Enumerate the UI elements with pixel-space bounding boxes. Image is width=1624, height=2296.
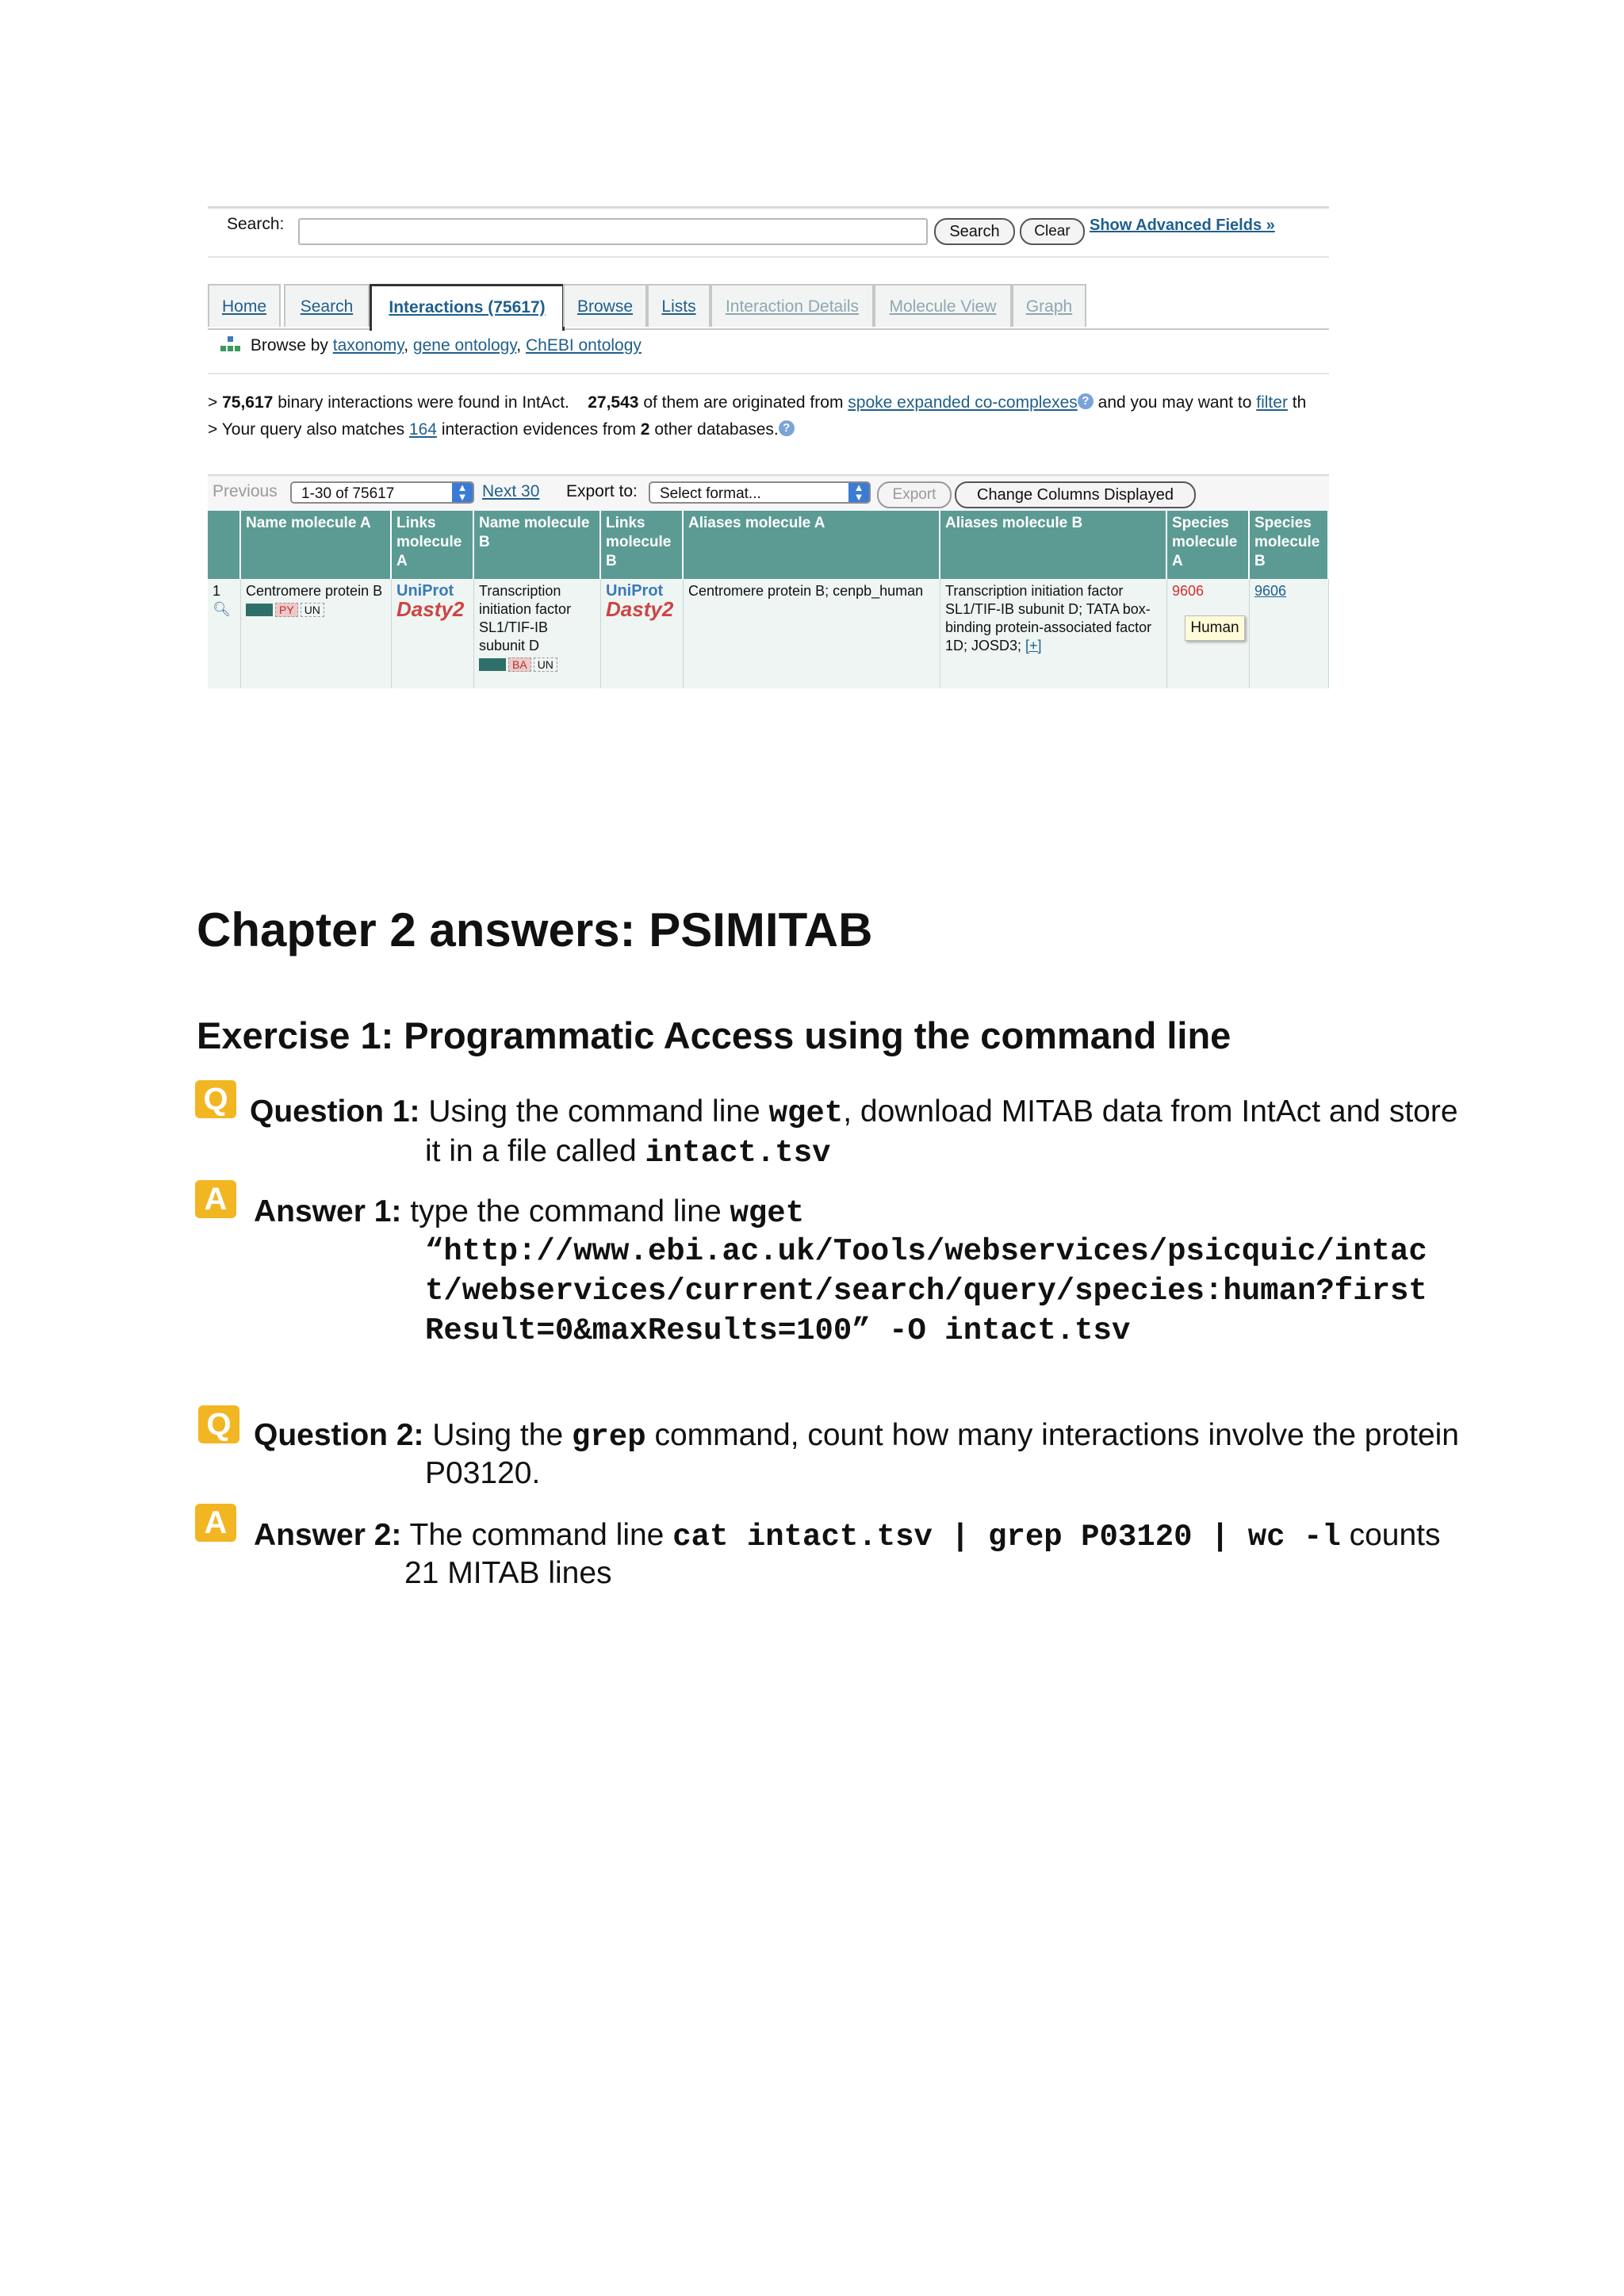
summary-text: binary interactions were found in IntAct. xyxy=(278,393,569,412)
aliases-b: Transcription initiation factor SL1/TIF-IB subunit D; TATA box-binding protein-associated factor 1D; JOSD3; xyxy=(945,583,1152,654)
species-tooltip: Human xyxy=(1185,615,1245,641)
answer-2 xyxy=(254,1516,1441,1556)
result-summary-line-1: > 75,617 binary interactions were found in IntAct. 27,543 of them are originated from spoke expanded co-complexes ? and you may want to filter th xyxy=(208,393,1307,412)
table-header-index xyxy=(208,511,241,579)
question-1-text: it in a file called xyxy=(425,1134,637,1168)
search-input[interactable] xyxy=(298,218,928,245)
links-a-cell xyxy=(392,579,474,688)
chapter-title: Chapter 2 answers: PSIMITAB xyxy=(197,903,873,956)
clear-button[interactable]: Clear xyxy=(1020,218,1085,245)
chip-label: BA xyxy=(508,657,531,672)
table-header[interactable]: Species molecule A xyxy=(1167,511,1250,579)
question-2 xyxy=(254,1416,1459,1456)
next-30-link[interactable]: Next 30 xyxy=(482,482,540,500)
summary-text: interaction evidences from xyxy=(441,420,636,439)
tab-lists[interactable]: Lists xyxy=(647,284,710,327)
aliases-a: Centromere protein B; cenpb_human xyxy=(688,583,924,599)
help-icon[interactable]: ? xyxy=(1078,393,1094,409)
select-arrows-icon: ▲ ▼ xyxy=(452,483,473,502)
aliases-b-cell xyxy=(940,579,1167,688)
answer-2-text: counts xyxy=(1349,1518,1441,1552)
results-table xyxy=(208,511,1329,688)
question-1-text: Using the command line xyxy=(428,1094,760,1129)
question-2-text: Using the xyxy=(432,1418,564,1452)
export-to-label: Export to: xyxy=(566,482,638,500)
search-label: Search: xyxy=(227,215,285,233)
code-wget: wget xyxy=(730,1196,805,1231)
summary-text: Your query also matches xyxy=(221,420,405,439)
table-header[interactable]: Species molecule B xyxy=(1250,511,1329,579)
more-aliases-link[interactable]: [+] xyxy=(1025,638,1042,654)
question-badge-icon: Q xyxy=(195,1080,236,1118)
pager-bar xyxy=(208,474,1329,512)
answer-2-line-2: 21 MITAB lines xyxy=(404,1556,612,1590)
tab-home[interactable]: Home xyxy=(208,284,281,327)
tab-interaction-details[interactable]: Interaction Details xyxy=(710,284,874,327)
show-advanced-fields-link[interactable]: Show Advanced Fields » xyxy=(1090,217,1275,234)
name-b-cell xyxy=(474,579,601,688)
table-header[interactable]: Links molecule B xyxy=(601,511,684,579)
answer-1-code-line-1: “http://www.ebi.ac.uk/Tools/webservices/psicquic/intac xyxy=(425,1234,1427,1269)
format-select[interactable] xyxy=(649,481,871,504)
evidence-count-link[interactable]: 164 xyxy=(408,420,437,439)
result-summary-line-2: > Your query also matches 164 interaction evidences from 2 other databases. ? xyxy=(208,420,795,439)
chebi-ontology-link[interactable]: ChEBI ontology xyxy=(525,336,642,355)
tab-search[interactable]: Search xyxy=(284,284,370,327)
answer-1-label: Answer 1: xyxy=(254,1194,402,1228)
answer-2-label: Answer 2: xyxy=(254,1518,402,1552)
table-header[interactable]: Name molecule B xyxy=(474,511,601,579)
intact-screenshot xyxy=(208,205,1329,688)
question-badge-icon: Q xyxy=(198,1405,239,1443)
range-select-value: 1-30 of 75617 xyxy=(301,485,395,502)
question-2-text: command, count how many interactions involve the protein xyxy=(654,1418,1459,1452)
name-a: Centromere protein B xyxy=(246,583,383,599)
species-b-cell xyxy=(1250,579,1329,688)
answer-2-text: The command line xyxy=(409,1518,665,1552)
table-header[interactable]: Links molecule A xyxy=(392,511,474,579)
answer-1-code-line-3: Result=0&maxResults=100” -O intact.tsv xyxy=(425,1313,1131,1348)
table-header[interactable]: Aliases molecule B xyxy=(940,511,1167,579)
row-index-cell xyxy=(208,579,241,688)
interaction-count: 75,617 xyxy=(222,393,274,412)
summary-text-cut: th xyxy=(1292,393,1307,412)
chip-label: UN xyxy=(534,657,557,672)
help-icon[interactable]: ? xyxy=(779,420,795,436)
aliases-a-cell xyxy=(684,579,940,688)
browse-by: Browse by taxonomy, gene ontology, ChEBI ontology xyxy=(220,336,642,355)
tree-icon xyxy=(220,336,241,352)
uniprot-logo[interactable]: UniProt xyxy=(606,582,664,600)
format-select-value: Select format... xyxy=(660,485,761,502)
question-2-label: Question 2: xyxy=(254,1418,424,1452)
summary-text: and you may want to xyxy=(1097,393,1252,412)
question-1-text: , download MITAB data from IntAct and store xyxy=(843,1094,1458,1129)
name-b: Transcription initiation factor SL1/TIF-IB subunit D xyxy=(479,583,572,654)
code-wget: wget xyxy=(768,1096,844,1131)
dasty-logo[interactable]: Dasty2 xyxy=(396,597,465,621)
question-1-line-2 xyxy=(425,1133,831,1172)
select-arrows-icon: ▲ ▼ xyxy=(848,483,869,502)
previous-link[interactable]: Previous xyxy=(213,482,278,500)
color-chip xyxy=(479,658,506,671)
code-grep: grep xyxy=(571,1420,646,1455)
uniprot-logo[interactable]: UniProt xyxy=(396,582,454,600)
magnifier-icon[interactable]: 🔍︎ xyxy=(213,601,231,617)
spoke-expanded-link[interactable]: spoke expanded co-complexes xyxy=(848,393,1078,412)
question-1 xyxy=(250,1093,1458,1133)
database-count: 2 xyxy=(640,420,650,439)
tab-molecule-view[interactable]: Molecule View xyxy=(874,284,1012,327)
range-select[interactable] xyxy=(290,481,474,504)
species-b-link[interactable]: 9606 xyxy=(1254,583,1287,599)
question-2-line-2: P03120. xyxy=(425,1456,541,1490)
chip-label: PY xyxy=(275,603,298,617)
spoke-count: 27,543 xyxy=(588,393,639,412)
code-pipeline: cat intact.tsv | grep P03120 | wc -l xyxy=(672,1520,1341,1554)
answer-1-text: type the command line xyxy=(410,1194,722,1228)
species-a[interactable]: 9606 xyxy=(1172,583,1205,599)
taxonomy-link[interactable]: taxonomy xyxy=(332,336,404,355)
links-b-cell xyxy=(601,579,684,688)
color-chip xyxy=(246,604,273,616)
filter-link[interactable]: filter xyxy=(1256,393,1288,412)
name-a-cell xyxy=(241,579,392,688)
table-header[interactable]: Aliases molecule A xyxy=(684,511,940,579)
tab-interactions[interactable]: Interactions (75617) xyxy=(370,284,565,331)
answer-badge-icon: A xyxy=(195,1180,236,1218)
exercise-title: Exercise 1: Programmatic Access using the command line xyxy=(197,1014,1231,1056)
change-columns-button[interactable]: Change Columns Displayed xyxy=(955,481,1196,508)
chip-label: UN xyxy=(301,603,324,617)
tab-bar xyxy=(208,284,1329,330)
code-filename: intact.tsv xyxy=(645,1136,831,1171)
export-button[interactable]: Export xyxy=(877,481,952,508)
table-header[interactable]: Name molecule A xyxy=(241,511,392,579)
search-bar xyxy=(208,206,1329,258)
answer-1-code-line-2: t/webservices/current/search/query/species:human?first xyxy=(425,1274,1427,1309)
search-button[interactable]: Search xyxy=(934,218,1015,245)
tab-graph[interactable]: Graph xyxy=(1012,284,1086,327)
summary-text: other databases. xyxy=(654,420,779,439)
row-index: 1 xyxy=(213,583,221,599)
gene-ontology-link[interactable]: gene ontology xyxy=(412,336,517,355)
browse-by-label: Browse by xyxy=(250,336,328,355)
question-1-label: Question 1: xyxy=(250,1094,420,1129)
summary-text: of them are originated from xyxy=(643,393,844,412)
tab-browse[interactable]: Browse xyxy=(563,284,647,327)
answer-badge-icon: A xyxy=(195,1504,236,1542)
answer-1 xyxy=(254,1193,804,1232)
divider xyxy=(208,373,1329,374)
dasty-logo[interactable]: Dasty2 xyxy=(606,597,674,621)
